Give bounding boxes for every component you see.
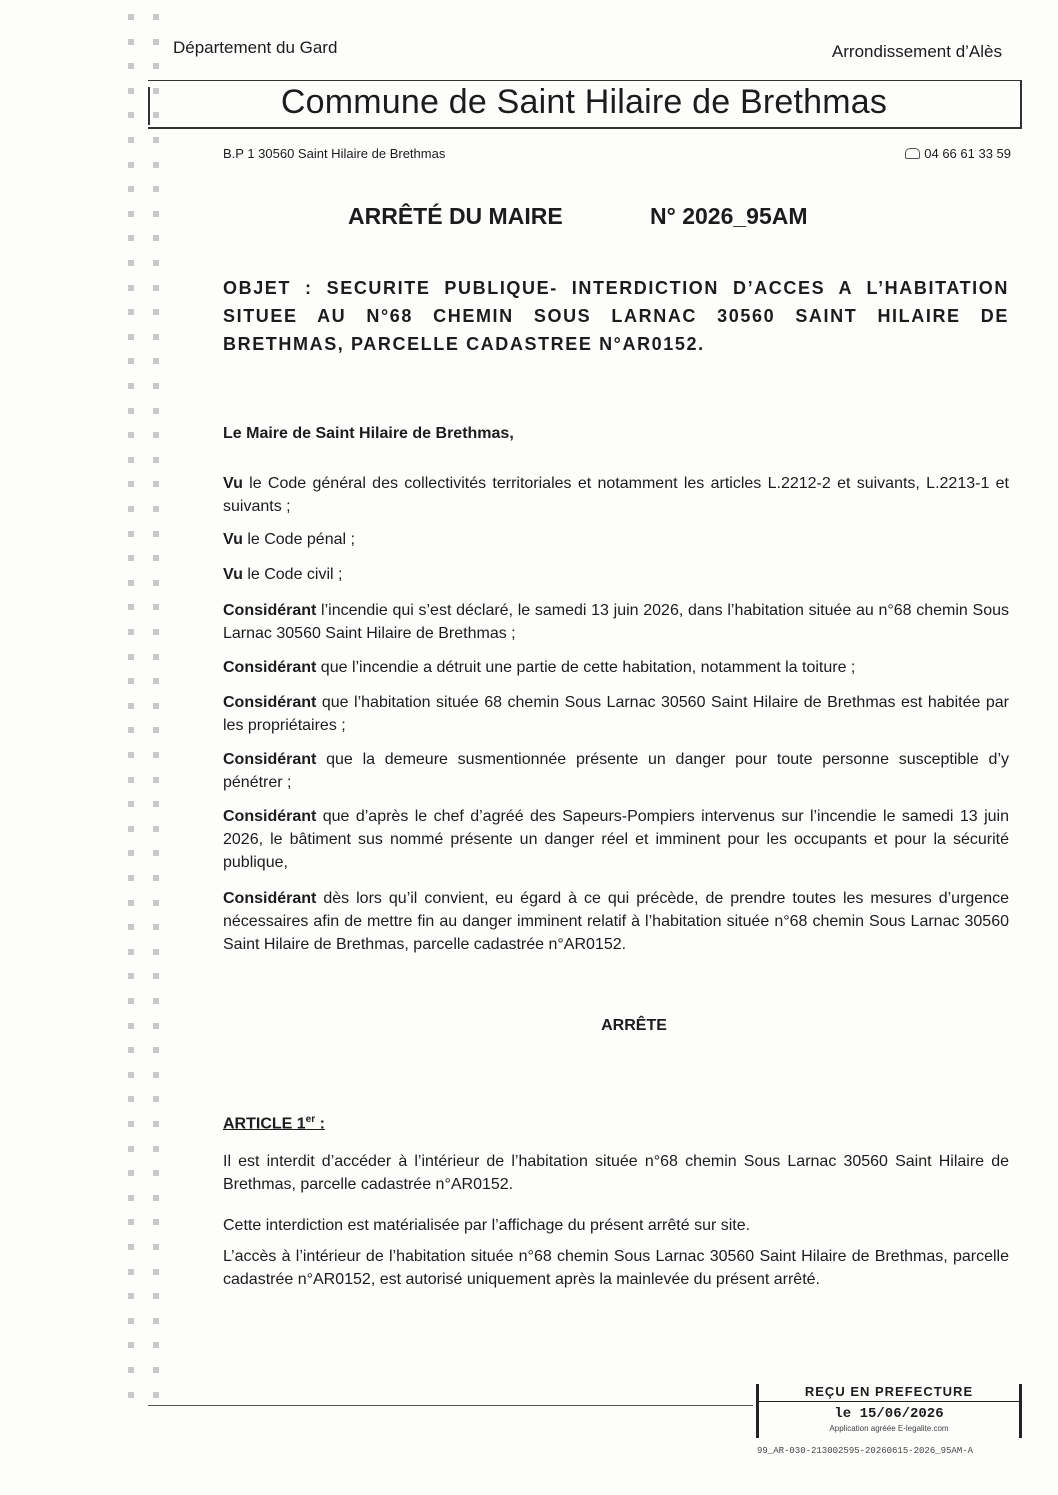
document-number: N° 2026_95AM [650,203,808,229]
objet-text: SECURITE PUBLIQUE- INTERDICTION D’ACCES A L’HABITATION SITUEE AU N°68 CHEMIN SOUS LARNAC 30560 SAINT HILAIRE DE BRETHMAS, PARCELLE CADASTREE N°AR0152. [223,278,1009,354]
margin-dot [128,211,134,217]
margin-dot [153,531,159,537]
margin-dot [153,924,159,930]
margin-dot [128,973,134,979]
margin-dot [153,1170,159,1176]
margin-dot [128,334,134,340]
margin-dot [128,703,134,709]
margin-dot [128,457,134,463]
vu-item: Vu le Code pénal ; [223,531,355,548]
margin-dot [128,1244,134,1250]
binder-margin-dots [128,14,168,1414]
margin-dot [128,1318,134,1324]
margin-dot [153,1096,159,1102]
margin-dot [153,334,159,340]
maire-line: Le Maire de Saint Hilaire de Brethmas, [223,425,514,442]
margin-dot [153,457,159,463]
margin-dot [128,260,134,266]
margin-dot [153,14,159,20]
margin-dot [128,1047,134,1053]
margin-dot [128,408,134,414]
margin-dot [153,875,159,881]
margin-dot [128,63,134,69]
margin-dot [153,850,159,856]
margin-dot [153,1072,159,1078]
margin-dot [153,629,159,635]
arrondissement-label: Arrondissement d’Alès [831,42,1002,61]
article-1-heading: ARTICLE 1er : [223,1114,325,1133]
margin-dot [128,1170,134,1176]
margin-dot [153,604,159,610]
margin-dot [153,998,159,1004]
stamp-reference: 99_AR-030-213002595-20260615-2026_95AM-A [757,1446,974,1456]
margin-dot [153,678,159,684]
margin-dot [128,285,134,291]
margin-dot [153,1047,159,1053]
margin-dot [128,629,134,635]
margin-dot [128,875,134,881]
margin-dot [153,555,159,561]
margin-dot [128,580,134,586]
margin-dot [153,900,159,906]
margin-dot [153,285,159,291]
stamp-date: le 15/06/2026 [834,1406,944,1422]
footer-rule [148,1405,753,1406]
margin-dot [153,481,159,487]
margin-dot [128,900,134,906]
margin-dot [128,801,134,807]
margin-dot [153,1392,159,1398]
considerant-item: Considérant l’incendie qui s’est déclaré, le samedi 13 juin 2026, dans l’habitation située au n°68 chemin Sous Larnac 30560 Saint Hilaire de Brethmas ; [223,602,1009,642]
margin-dot [128,555,134,561]
margin-dot [128,850,134,856]
margin-dot [153,63,159,69]
margin-dot [128,998,134,1004]
margin-dot [128,137,134,143]
margin-dot [153,826,159,832]
considerant-item: Considérant que l’habitation située 68 chemin Sous Larnac 30560 Saint Hilaire de Brethmas est habitée par les propriétaires ; [223,694,1009,734]
margin-dot [128,826,134,832]
margin-dot [153,1219,159,1225]
margin-dot [153,1244,159,1250]
margin-dot [128,1219,134,1225]
margin-dot [128,1195,134,1201]
margin-dot [153,186,159,192]
margin-dot [153,358,159,364]
margin-dot [128,1342,134,1348]
department-label: Département du Gard [173,38,338,57]
margin-dot [153,211,159,217]
considerant-item: Considérant que d’après le chef d’agréé des Sapeurs-Pompiers intervenus sur l’incendie le samedi 13 juin 2026, le bâtiment sus nommé présente un danger réel et imminent pour les occupants et pour la sécurité publique, [223,808,1009,871]
margin-dot [153,703,159,709]
margin-dot [128,604,134,610]
margin-dot [128,162,134,168]
margin-dot [153,506,159,512]
margin-dot [128,1146,134,1152]
margin-dot [153,162,159,168]
margin-dot [128,309,134,315]
margin-dot [128,924,134,930]
arrete-heading: ARRÊTE [601,1017,667,1034]
margin-dot [153,654,159,660]
vu-item: Vu le Code civil ; [223,566,343,583]
margin-dot [153,383,159,389]
margin-dot [128,1121,134,1127]
margin-dot [128,1392,134,1398]
margin-dot [153,1293,159,1299]
stamp-title: REÇU EN PREFECTURE [756,1384,1022,1402]
margin-dot [128,777,134,783]
margin-dot [128,39,134,45]
margin-dot [153,1195,159,1201]
document-title: ARRÊTÉ DU MAIRE [348,203,563,229]
margin-dot [128,383,134,389]
margin-dot [153,408,159,414]
article-paragraph: Cette interdiction est matérialisée par l’affichage du présent arrêté sur site. [223,1217,751,1234]
postal-address: B.P 1 30560 Saint Hilaire de Brethmas [223,146,446,161]
margin-dot [153,949,159,955]
margin-dot [128,1269,134,1275]
margin-dot [153,727,159,733]
margin-dot [153,137,159,143]
stamp-application: Application agréée E-legalite.com [829,1424,949,1433]
margin-dot [153,1342,159,1348]
margin-dot [153,260,159,266]
margin-dot [128,678,134,684]
commune-title: Commune de Saint Hilaire de Brethmas [280,83,888,121]
margin-dot [128,531,134,537]
margin-dot [153,580,159,586]
objet-label: OBJET : [223,278,313,298]
prefecture-stamp [756,1384,1022,1438]
margin-dot [153,752,159,758]
considerant-item: Considérant que l’incendie a détruit une partie de cette habitation, notamment la toiture ; [223,659,856,676]
margin-dot [128,235,134,241]
margin-dot [153,235,159,241]
article-paragraph: Il est interdit d’accéder à l’intérieur de l’habitation située n°68 chemin Sous Larnac 30560 Saint Hilaire de Brethmas, parcelle cadastrée n°AR0152. [223,1153,1009,1193]
margin-dot [153,973,159,979]
margin-dot [153,1269,159,1275]
margin-dot [128,1293,134,1299]
margin-dot [128,1072,134,1078]
commune-title-box [148,80,1022,129]
phone-number: 04 66 61 33 59 [905,146,1011,161]
article-paragraph: L’accès à l’intérieur de l’habitation située n°68 chemin Sous Larnac 30560 Saint Hilaire de Brethmas, parcelle cadastrée n°AR0152, est autorisé uniquement après la mainlevée du présent arrêté. [223,1248,1009,1288]
margin-dot [128,1096,134,1102]
margin-dot [153,1367,159,1373]
margin-dot [128,949,134,955]
margin-dot [128,88,134,94]
margin-dot [128,112,134,118]
phone-icon [905,148,920,159]
margin-dot [153,309,159,315]
margin-dot [128,14,134,20]
margin-dot [153,1146,159,1152]
margin-dot [128,727,134,733]
margin-dot [128,1367,134,1373]
margin-dot [128,654,134,660]
margin-dot [128,506,134,512]
margin-dot [153,39,159,45]
margin-dot [128,186,134,192]
margin-dot [128,432,134,438]
margin-dot [128,481,134,487]
objet-block [223,274,1009,358]
considerant-item: Considérant dès lors qu’il convient, eu égard à ce qui précède, de prendre toutes les mesures d’urgence nécessaires afin de mettre fin au danger imminent relatif à l’habitation située n°68 chemin Sous Larnac 30560 Saint Hilaire de Brethmas, parcelle cadastrée n°AR0152. [223,890,1010,953]
margin-dot [153,1121,159,1127]
considerant-item: Considérant que la demeure susmentionnée présente un danger pour toute personne susceptible d’y pénétrer ; [223,751,1009,791]
margin-dot [153,801,159,807]
margin-dot [153,777,159,783]
margin-dot [153,1318,159,1324]
margin-dot [128,752,134,758]
margin-dot [153,432,159,438]
vu-item: Vu le Code général des collectivités territoriales et notamment les articles L.2212-2 et suivants, L.2213-1 et suivants ; [223,475,1009,515]
margin-dot [128,358,134,364]
